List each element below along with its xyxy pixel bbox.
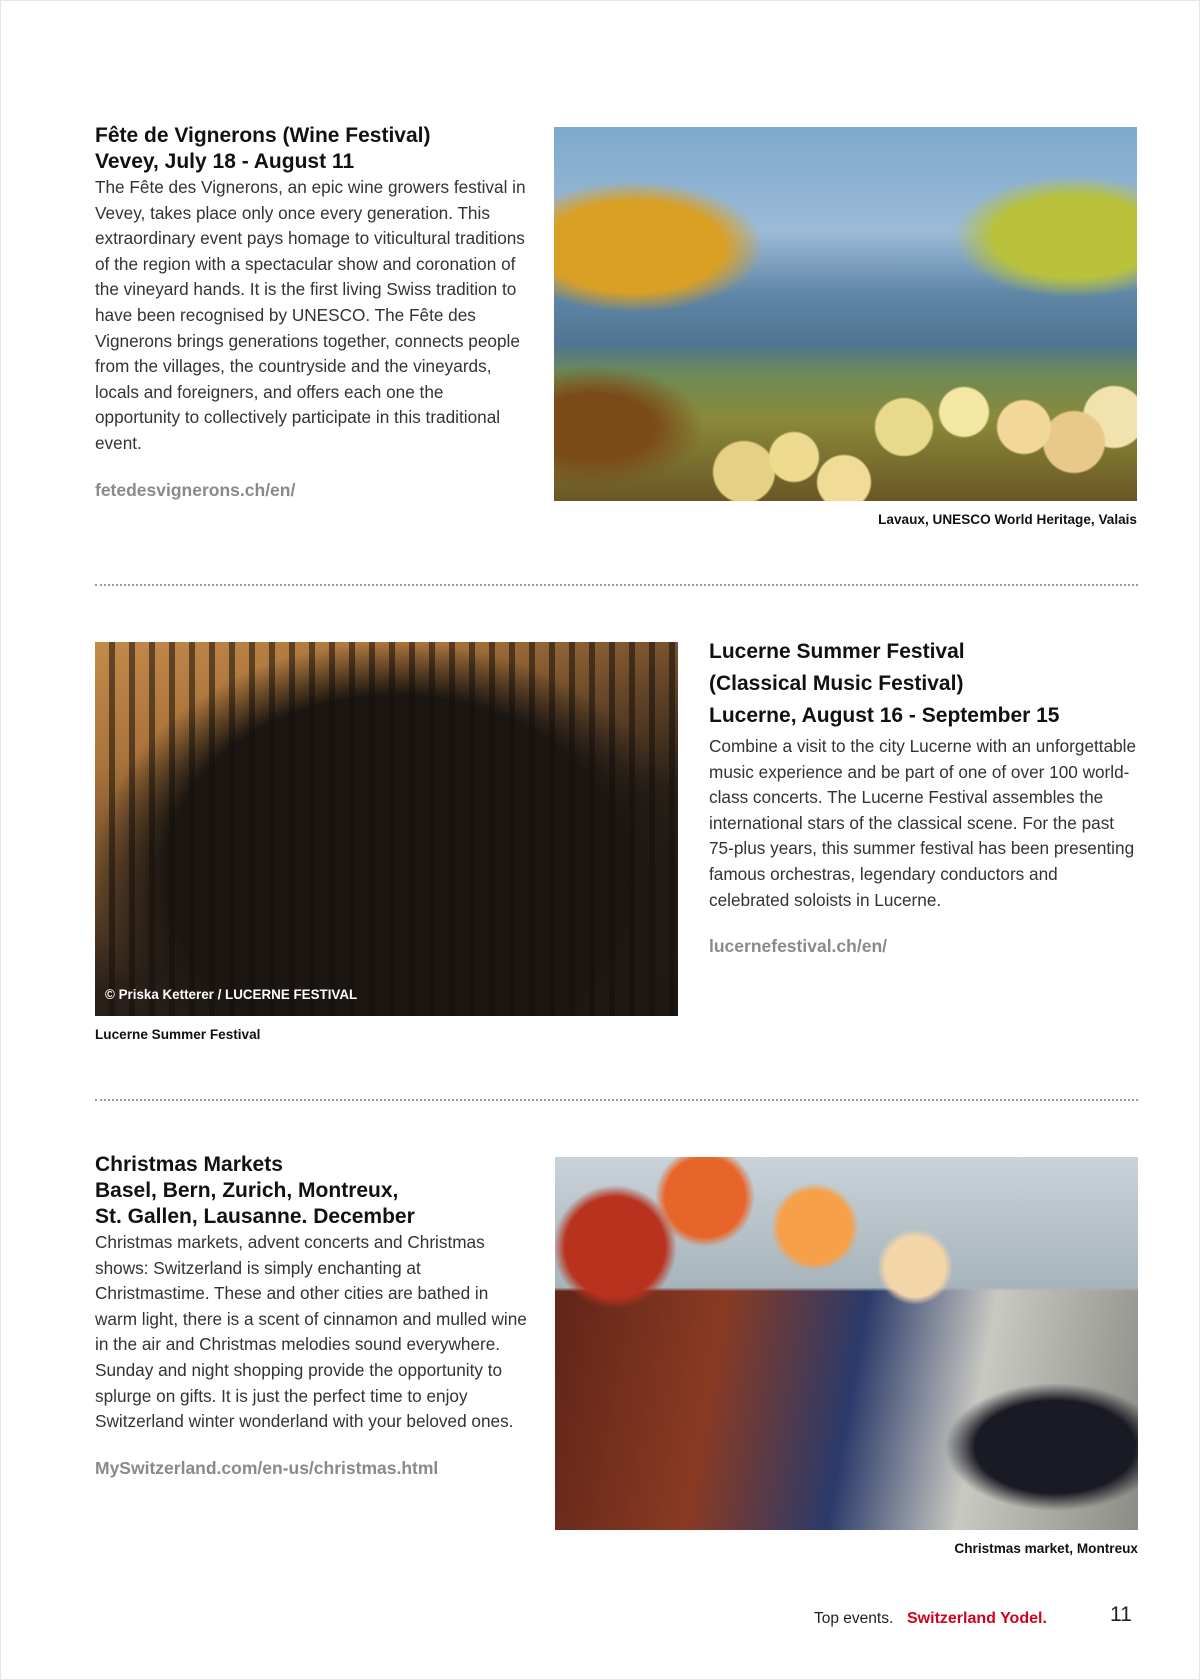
event-title-line: Vevey, July 18 - August 11: [95, 150, 355, 173]
orchestra-photo: [95, 642, 678, 1016]
page-number: 11: [1110, 1603, 1132, 1626]
event-link[interactable]: fetedesvignerons.ch/en/: [95, 479, 296, 500]
event-title-line: Fête de Vignerons (Wine Festival): [95, 124, 431, 147]
event-link[interactable]: MySwitzerland.com/en-us/christmas.html: [95, 1457, 439, 1478]
photo-caption: Lavaux, UNESCO World Heritage, Valais: [878, 512, 1137, 527]
event-description: Combine a visit to the city Lucerne with an unforgettable music experience and be part of one of over 100 world-class concerts. The Lucerne Festival assembles the international stars of the classical scene. For the past 75-plus years, this summer festival has been presenting famous orchestras, legendary conductors and celebrated soloists in Lucerne.: [709, 736, 1137, 910]
event-title-line: Lucerne, August 16 - September 15: [709, 704, 1060, 727]
event-title: [709, 636, 1139, 732]
photo-caption: Lucerne Summer Festival: [95, 1027, 261, 1042]
event-description: The Fête des Vignerons, an epic wine growers festival in Vevey, takes place only once every generation. This extraordinary event pays homage to viticultural traditions of the region with a spectacular show and coronation of the vineyard hands. It is the first living Swiss tradition to have been recognised by UNESCO. The Fête des Vignerons brings generations together, connects people from the villages, the countryside and the vineyards, locals and foreigners, and offers each one the opportunity to collectively participate in this traditional event.: [95, 177, 526, 453]
footer-section-label: Top events.: [814, 1610, 894, 1627]
event-link[interactable]: lucernefestival.ch/en/: [709, 936, 887, 957]
footer-brand: Switzerland Yodel.: [907, 1610, 1047, 1627]
event-title-line: Lucerne Summer Festival: [709, 640, 965, 663]
event-text-block: [95, 123, 527, 501]
event-title-line: St. Gallen, Lausanne. December: [95, 1205, 415, 1228]
event-text-block: [95, 1152, 527, 1479]
photo-credit: © Priska Ketterer / LUCERNE FESTIVAL: [105, 987, 358, 1002]
event-title: [95, 1152, 527, 1230]
event-text-block: [709, 636, 1139, 957]
christmas-market-photo: [555, 1157, 1138, 1530]
section-divider: [95, 584, 1138, 586]
section-divider: [95, 1099, 1138, 1101]
event-title-line: Christmas Markets: [95, 1153, 283, 1176]
photo-caption: Christmas market, Montreux: [954, 1541, 1138, 1556]
event-title-line: (Classical Music Festival): [709, 672, 964, 695]
event-description: Christmas markets, advent concerts and Christmas shows: Switzerland is simply enchanting at Christmastime. These and other cities are bathed in warm light, there is a scent of cinnamon and mulled wine in the air and Christmas melodies sound everywhere. Sunday and night shopping provide the opportunity to splurge on gifts. It is just the perfect time to enjoy Switzerland winter wonderland with your beloved ones.: [95, 1232, 527, 1432]
event-title-line: Basel, Bern, Zurich, Montreux,: [95, 1179, 399, 1202]
lavaux-vineyard-photo: [554, 127, 1137, 501]
event-title: [95, 123, 527, 175]
